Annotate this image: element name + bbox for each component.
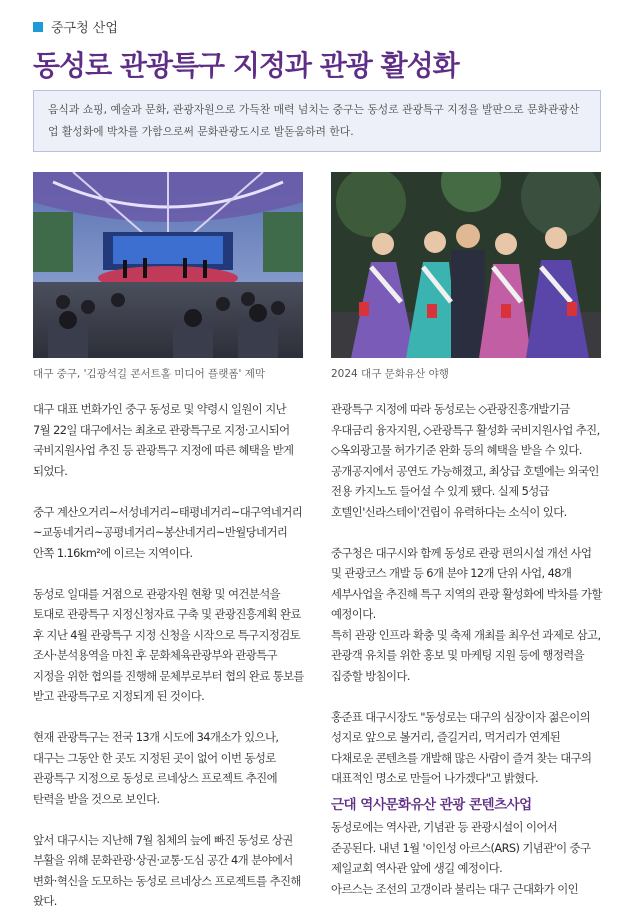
- paragraph: 중구청은 대구시와 함께 동성로 관광 편의시설 개선 사업 및 관광코스 개발 등 6개 분야 12개 단위 사업, 48개 세부사업을 추진해 특구 지역의 관광 활성화에 박차를 가할 예정이다.: [331, 545, 602, 621]
- paragraph: 현재 관광특구는 전국 13개 시도에 34개소가 있으나, 대구는 그동안 한 곳도 지정된 곳이 없어 이번 동성로 관광특구 지정으로 동성로 르네상스 프로젝트 추진에 탄력을 받을 것으로 보인다.: [33, 730, 279, 806]
- paragraph: 동성로 일대를 거점으로 관광자원 현황 및 여건분석을 토대로 관광특구 지정신청자료 구축 및 관광진흥계획 완료 후 지난 4월 관광특구 지정 신청을 시작으로 특구지정검토 조사·분석용역을 마친 후 문화체육관광부와 관광특구 지정을 위한 협의를 진행해 문체부로부터 협의 완료 통보를 받고 관광특구로 지정되게 된 것이다.: [33, 586, 304, 703]
- photo-caption-left: 대구 중구, '김광석길 콘서트홀 미디어 플랫폼' 제막: [33, 368, 265, 380]
- article-column-left: [33, 399, 305, 906]
- concert-photo-illustration: [33, 172, 303, 358]
- photo-caption-right: 2024 대구 문화유산 야행: [331, 368, 449, 380]
- section-marker-icon: [33, 22, 43, 32]
- section-tag: [33, 17, 118, 36]
- festival-photo: [331, 172, 601, 358]
- festival-photo-illustration: [331, 172, 601, 358]
- section-subheading: 근대 역사문화유산 관광 콘텐츠사업: [331, 796, 532, 813]
- paragraph: 앞서 대구시는 지난해 7월 침체의 늪에 빠진 동성로 상권 부활을 위해 문화관광·상권·교통·도심 공간 4개 분야에서 변화·혁신을 도모하는 동성로 르네상스 프로젝트를 추진해 왔다.: [33, 832, 301, 906]
- paragraph: 아르스는 조선의 고갱이라 불리는 대구 근대화가 이인: [331, 881, 578, 896]
- concert-photo: [33, 172, 303, 358]
- paragraph: 관광특구 지정에 따라 동성로는 ◇관광진흥개발기금 우대금리 융자지원, ◇관광특구 활성화 국비지원사업 추진, ◇옥외광고물 허가기준 완화 등의 혜택을 받을 수 있다.: [331, 402, 600, 457]
- paragraph: 동성로에는 역사관, 기념관 등 관광시설이 이어서 준공된다. 내년 1월 '이인성 아르스(ARS) 기념관'이 중구 제일교회 역사관 앞에 생길 예정이다.: [331, 820, 591, 875]
- section-label: 중구청 산업: [51, 21, 118, 36]
- paragraph: 중구 계산오거리~서성네거리~태평네거리~대구역네거리~교동네거리~공평네거리~봉산네거리~반월당네거리 안쪽 1.16km²에 이르는 지역이다.: [33, 504, 303, 560]
- lead-summary: 음식과 쇼핑, 예술과 문화, 관광자원으로 가득찬 매력 넘치는 중구는 동성로 관광특구 지정을 발판으로 문화관광산업 활성화에 박차를 가함으로써 문화관광도시로 발돋움하려 한다.: [33, 90, 601, 152]
- page-title: 동성로 관광특구 지정과 관광 활성화: [33, 49, 459, 82]
- article-column-right: [331, 399, 603, 899]
- paragraph: 특히 관광 인프라 확충 및 축제 개최를 최우선 과제로 삼고, 관광객 유치를 위한 홍보 및 마케팅 지원 등에 행정력을 집중할 방침이다.: [331, 627, 601, 683]
- paragraph: 홍준표 대구시장도 "동성로는 대구의 심장이자 젊은이의 성지로 앞으로 볼거리, 즐길거리, 먹거리가 연계된 다채로운 콘텐츠를 개발해 많은 사람이 즐겨 찾는 대구의 대표적인 명소로 만들어 나가겠다"고 밝혔다.: [331, 709, 592, 785]
- paragraph: 대구 대표 번화가인 중구 동성로 및 약령시 일원이 지난 7월 22일 대구에서는 최초로 관광특구로 지정·고시되어 국비지원사업 추진 등 관광특구 지정에 따른 혜택을 받게 되었다.: [33, 402, 294, 478]
- paragraph: 공개공지에서 공연도 가능해졌고, 최상급 호텔에는 외국인 전용 카지노도 들어설 수 있게 됐다. 실제 5성급 호텔인'신라스테이'건립이 유력하다는 소식이 있다.: [331, 463, 599, 519]
